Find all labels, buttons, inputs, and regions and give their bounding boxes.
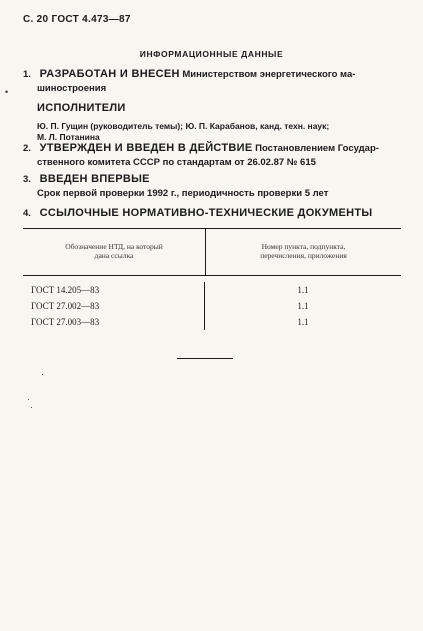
cell-clause: 1.1	[297, 301, 309, 311]
cell-document: ГОСТ 27.002—83	[23, 298, 205, 314]
cell-document: ГОСТ 14.205—83	[23, 282, 205, 298]
section-number: 4.	[23, 208, 31, 219]
section-text-continued: ственного комитета СССР по стандартам от 26.02.87 № 615	[37, 157, 316, 168]
section-text-continued: шиностроения	[37, 83, 107, 94]
header-text: дана ссылка	[94, 251, 134, 260]
table-body	[23, 276, 401, 330]
table-header	[23, 229, 401, 275]
section-text: Министерством энергетического ма-	[182, 69, 356, 80]
section-heading: ССЫЛОЧНЫЕ НОРМАТИВНО-ТЕХНИЧЕСКИЕ ДОКУМЕНТЫ	[39, 207, 373, 219]
cell-clause: 1.1	[297, 285, 309, 295]
executors-list-continued: М. Л. Потанина	[37, 132, 100, 142]
header-text: Обозначение НТД, на который	[65, 242, 163, 251]
section-4	[23, 206, 401, 221]
page-header: С. 20 ГОСТ 4.473—87	[23, 14, 131, 25]
section-2	[23, 141, 401, 170]
section-text-continued: Срок первой проверки 1992 г., периодичность проверки 5 лет	[37, 188, 329, 199]
column-header-clause	[206, 229, 401, 275]
cell-clause: 1.1	[297, 317, 309, 327]
section-heading: РАЗРАБОТАН И ВНЕСЕН	[39, 68, 180, 80]
section-heading: ВВЕДЕН ВПЕРВЫЕ	[39, 173, 150, 185]
column-header-document	[23, 229, 206, 275]
sub-heading-executors: ИСПОЛНИТЕЛИ	[37, 102, 126, 114]
reference-table	[23, 228, 401, 330]
stray-mark: ·	[30, 402, 33, 412]
table-row	[23, 298, 401, 314]
header-text: Номер пункта, подпункта,	[261, 242, 346, 251]
section-number: 2.	[23, 143, 31, 154]
table-row	[23, 282, 401, 298]
stray-mark: ·	[27, 394, 30, 404]
closing-rule	[177, 358, 233, 359]
stray-mark: •	[5, 87, 9, 97]
section-number: 3.	[23, 174, 31, 185]
section-1	[23, 67, 401, 143]
section-text: Постановлением Государ-	[255, 143, 379, 154]
section-heading: УТВЕРЖДЕН И ВВЕДЕН В ДЕЙСТВИЕ	[39, 142, 253, 154]
executors-list: Ю. П. Гущин (руководитель темы); Ю. П. Карабанов, канд. техн. наук;	[37, 121, 330, 131]
header-text: перечисления, приложения	[260, 251, 347, 260]
table-row	[23, 314, 401, 330]
section-number: 1.	[23, 69, 31, 80]
document-title: ИНФОРМАЦИОННЫЕ ДАННЫЕ	[139, 49, 284, 59]
stray-mark: ·	[41, 369, 44, 379]
section-3	[23, 172, 401, 201]
cell-document: ГОСТ 27.003—83	[23, 314, 205, 330]
